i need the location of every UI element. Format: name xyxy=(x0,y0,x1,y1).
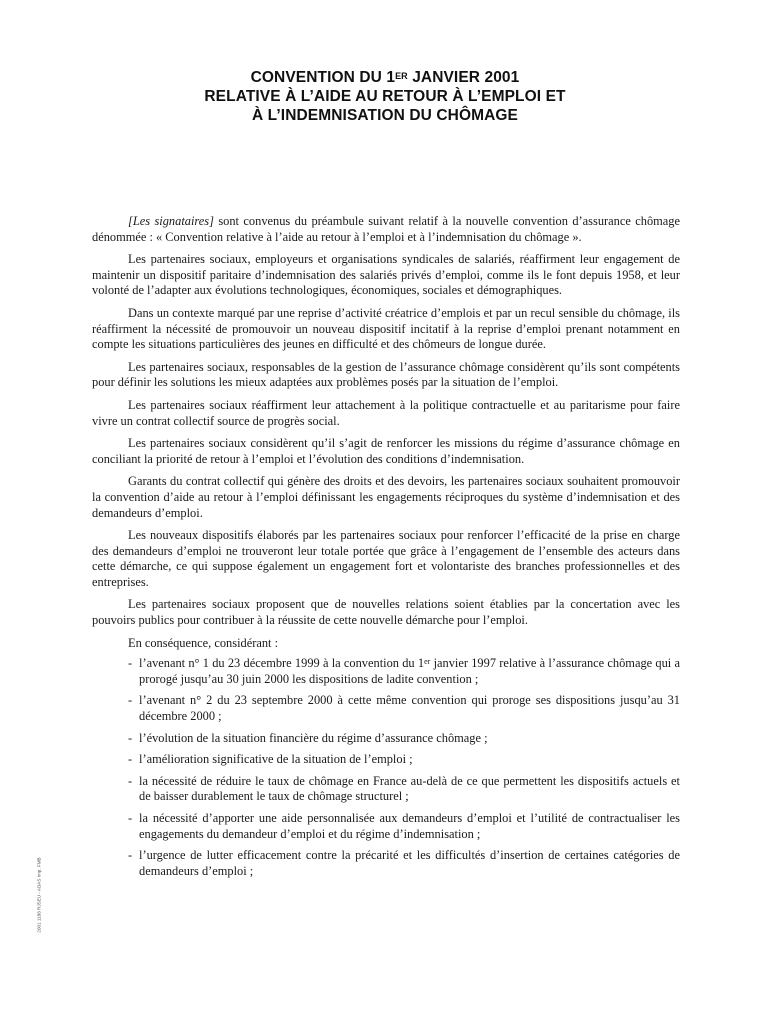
list-item-text: l’amélioration significative de la situation de l’emploi ; xyxy=(139,752,413,767)
list-item xyxy=(128,811,680,842)
list-item xyxy=(128,774,680,805)
dash-bullet: - xyxy=(128,811,133,825)
list-item-text: l’avenant n° 2 du 23 septembre 2000 à cette même convention qui proroge ses dispositions jusqu’au 31 décembre 2000 ; xyxy=(139,693,680,724)
list-item-text: l’avenant n° 1 du 23 décembre 1999 à la convention du 1 xyxy=(139,656,425,671)
document-body xyxy=(92,214,680,885)
dash-bullet: - xyxy=(128,693,133,708)
dash-bullet: - xyxy=(128,773,133,788)
list-item-text: la nécessité d’apporter une aide personnalisée aux demandeurs d’emploi et l’utilité de contractualiser les engagements du demandeur d’emploi et du régime d’indemnisation ; xyxy=(139,811,680,841)
considerant-list xyxy=(92,656,680,879)
title-line-1-date: JANVIER 2001 xyxy=(407,69,520,86)
list-item xyxy=(128,693,680,724)
dash-bullet: - xyxy=(128,752,133,767)
paragraph-4: Les partenaires sociaux réaffirment leur attachement à la politique contractuelle et au paritarisme pour faire vivre un contrat collectif source de progrès social. xyxy=(92,397,680,428)
list-item-text: l’évolution de la situation financière du régime d’assurance chômage ; xyxy=(139,730,488,745)
list-item xyxy=(128,848,680,879)
title-superscript: ER xyxy=(395,71,408,81)
list-item-superscript: er xyxy=(424,657,431,667)
title-line-3: À L’INDEMNISATION DU CHÔMAGE xyxy=(251,107,518,124)
list-item xyxy=(128,752,680,768)
list-item-text: l’urgence de lutter efficacement contre la précarité et les difficultés d’insertion de certaines catégories de demandeurs d’emploi ; xyxy=(139,848,680,878)
dash-bullet: - xyxy=(128,730,133,745)
paragraph-2: Dans un contexte marqué par une reprise d’activité créatrice d’emplois et par un recul sensible du chômage, ils réaffirment la nécessité de promouvoir un nouveau dispositif incitatif à la reprise d’emploi prenant notamment en compte les situations particulières des jeunes en difficulté et des chômeurs de longue durée. xyxy=(92,305,680,352)
paragraph-8: Les partenaires sociaux proposent que de nouvelles relations soient établies par la concertation avec les pouvoirs publics pour contribuer à la réussite de cette nouvelle démarche pour l’emploi. xyxy=(92,597,680,628)
title-line-1-text: CONVENTION DU 1 xyxy=(250,69,396,86)
signataires-placeholder: [Les signataires] xyxy=(128,214,214,228)
paragraph-5: Les partenaires sociaux considèrent qu’il s’agit de renforcer les missions du régime d’assurance chômage en conciliant la priorité de retour à l’emploi et l’évolution des conditions d’indemnisation. xyxy=(92,436,680,466)
list-item-text: la nécessité de réduire le taux de chômage en France au-delà de ce que permettent les dispositifs actuels et de baisser durablement le taux de chômage structurel ; xyxy=(139,773,680,804)
intro-paragraph xyxy=(92,214,680,245)
title-line-2: RELATIVE À L’AIDE AU RETOUR À L’EMPLOI ET xyxy=(204,88,566,105)
printer-margin-note: 2001 1188 RJSEU - ADAS Imp. FMB xyxy=(36,857,42,933)
list-item xyxy=(128,656,680,687)
list-item xyxy=(128,731,680,747)
list-item-text-end: janvier 1997 relative à l’assurance chômage qui a prorogé jusqu’au 30 juin 2000 les dispositions de ladite convention ; xyxy=(139,656,680,686)
dash-bullet: - xyxy=(128,656,133,671)
title-line-1 xyxy=(0,68,770,87)
paragraph-7: Les nouveaux dispositifs élaborés par les partenaires sociaux pour renforcer l’efficacité de la prise en charge des demandeurs d’emploi ne trouveront leur totale portée que grâce à l’engagement de l’ensemble des acteurs dans cette démarche, ce qui suppose également un engagement fort et volontariste des branches professionnelles et des entreprises. xyxy=(92,528,680,589)
consequence-heading: En conséquence, considérant : xyxy=(128,635,279,650)
paragraph-3: Les partenaires sociaux, responsables de la gestion de l’assurance chômage considèrent qu’ils sont compétents pour définir les solutions les mieux adaptées aux problèmes posés par la situation de l’emploi. xyxy=(92,359,680,390)
paragraph-1: Les partenaires sociaux, employeurs et organisations syndicales de salariés, réaffirment leur engagement de maintenir un dispositif paritaire d’indemnisation des salariés privés d’emploi, comme ils le font depuis 1958, et leur volonté de l’adapter aux évolutions technologiques, économiques, sociales et démographiques. xyxy=(92,252,680,298)
intro-text: sont convenus du préambule suivant relatif à la nouvelle convention d’assurance chômage dénommée : « Convention relative à l’aide au retour à l’emploi et à l’indemnisation du chômage ». xyxy=(92,214,680,244)
dash-bullet: - xyxy=(128,848,133,863)
paragraph-6: Garants du contrat collectif qui génère des droits et des devoirs, les partenaires sociaux souhaitent promouvoir la convention d’aide au retour à l’emploi définissant les engagements réciproques du système d’indemnisation et des demandeurs d’emploi. xyxy=(92,474,680,520)
document-title xyxy=(0,68,770,125)
